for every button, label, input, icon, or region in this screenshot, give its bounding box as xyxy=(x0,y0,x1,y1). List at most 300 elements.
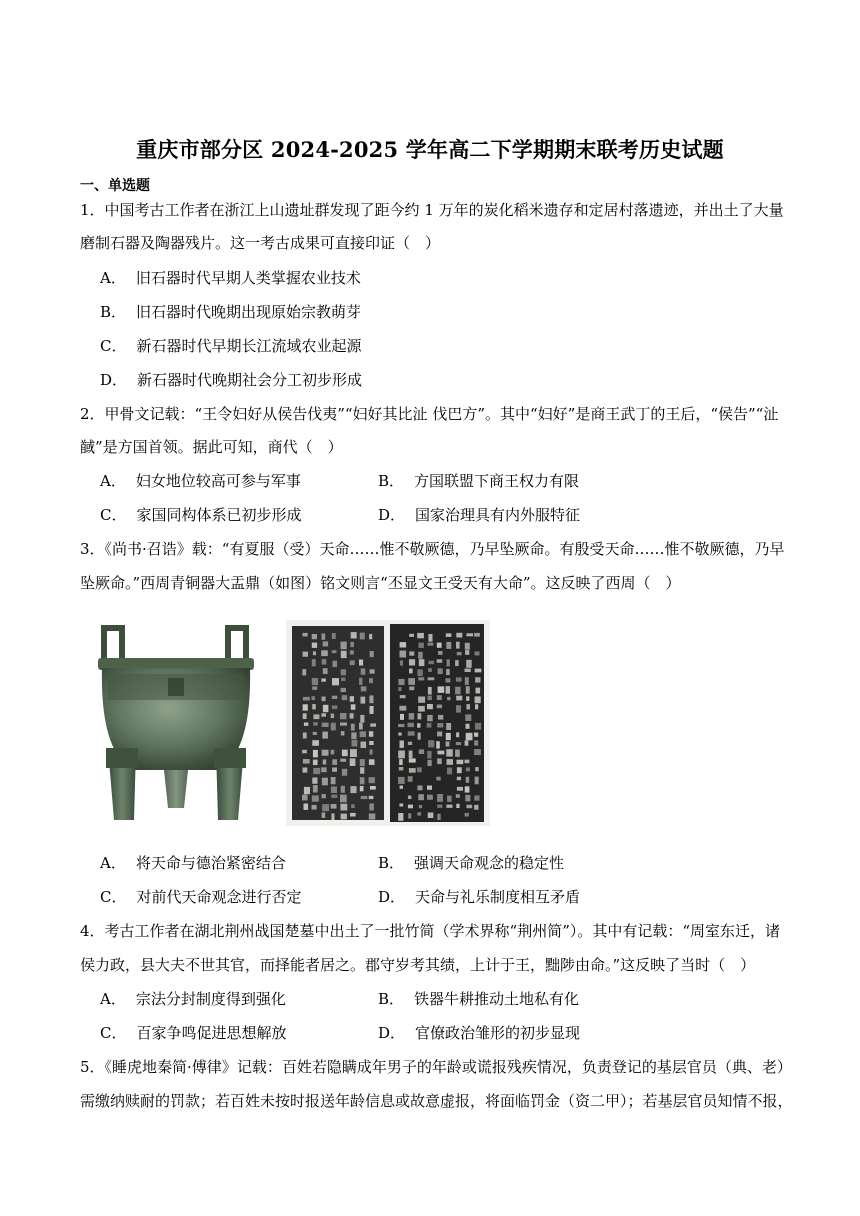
inscription-mark xyxy=(369,741,373,745)
inscription-mark xyxy=(455,687,461,695)
inscription-mark xyxy=(465,669,471,672)
inscription-mark xyxy=(351,804,355,808)
inscription-mark xyxy=(351,704,356,710)
inscription-mark xyxy=(475,777,479,785)
inscription-mark xyxy=(400,651,407,658)
inscription-mark xyxy=(332,696,338,699)
inscription-mark xyxy=(438,686,445,693)
inscription-mark xyxy=(370,750,373,755)
inscription-mark xyxy=(400,714,404,720)
inscription-mark xyxy=(418,706,425,712)
inscription-mark xyxy=(398,724,404,727)
inscription-mark xyxy=(399,767,404,770)
inscription-mark xyxy=(341,786,345,793)
q2-option-a[interactable] xyxy=(100,470,301,492)
inscription-mark xyxy=(369,759,375,765)
inscription-mark xyxy=(417,767,422,772)
inscription-mark xyxy=(369,731,373,737)
inscription-mark xyxy=(399,804,403,807)
inscription-mark xyxy=(474,633,480,637)
inscription-mark xyxy=(408,678,415,685)
inscription-mark xyxy=(466,686,470,694)
inscription-mark xyxy=(456,742,461,745)
inscription-mark xyxy=(447,768,452,775)
inscription-mark xyxy=(456,633,462,638)
inscription-mark xyxy=(466,660,472,668)
inscription-mark xyxy=(350,813,356,817)
inscription-mark xyxy=(408,723,414,727)
inscription-mark xyxy=(313,760,318,766)
inscription-mark xyxy=(428,687,432,695)
inscription-mark xyxy=(351,632,357,638)
option-text: 方国联盟下商王权力有限 xyxy=(414,472,580,490)
q1-option-d[interactable] xyxy=(100,369,362,391)
inscription-mark xyxy=(332,759,337,765)
inscription-mark xyxy=(304,787,310,794)
inscription-mark xyxy=(351,724,355,731)
inscription-mark xyxy=(409,713,414,720)
inscription-mark xyxy=(446,723,451,730)
inscription-mark xyxy=(408,805,413,809)
inscription-mark xyxy=(312,778,317,784)
q3-option-d[interactable] xyxy=(378,886,580,908)
inscription-mark xyxy=(438,668,443,674)
inscription-mark xyxy=(312,740,319,746)
q3-option-a[interactable] xyxy=(100,852,286,874)
inscription-mark xyxy=(427,786,432,790)
inscription-mark xyxy=(359,723,363,730)
inscription-mark xyxy=(466,724,470,729)
option-text: 家国同构体系已初步形成 xyxy=(136,506,302,524)
inscription-mark xyxy=(303,697,310,701)
inscription-mark xyxy=(465,760,470,764)
inscription-mark xyxy=(466,805,472,809)
inscription-mark xyxy=(332,768,337,772)
inscription-mark xyxy=(437,723,443,728)
inscription-mark xyxy=(322,732,328,739)
inscription-mark xyxy=(303,652,308,657)
inscription-mark xyxy=(369,695,373,703)
inscription-mark xyxy=(399,759,403,765)
inscription-mark xyxy=(456,794,460,798)
page-title: 重庆市部分区 2024-2025 学年高二下学期期末联考历史试题 xyxy=(136,137,724,162)
inscription-mark xyxy=(428,634,432,642)
inscription-mark xyxy=(418,652,423,659)
inscription-mark xyxy=(322,794,326,798)
inscription-mark xyxy=(417,633,424,638)
inscription-mark xyxy=(408,731,415,735)
inscription-mark xyxy=(342,750,348,757)
inscription-mark xyxy=(398,813,403,821)
inscription-mark xyxy=(428,813,434,819)
inscription-mark xyxy=(341,731,345,735)
inscription-mark xyxy=(456,732,459,737)
q3-option-b[interactable] xyxy=(378,852,564,874)
inscription-mark xyxy=(446,642,451,649)
inscription-mark xyxy=(427,795,433,800)
option-label: A． xyxy=(100,854,126,872)
option-text: 新石器时代早期长江流域农业起源 xyxy=(136,337,362,355)
option-label: D． xyxy=(378,1024,406,1042)
inscription-mark xyxy=(465,740,469,745)
inscription-mark xyxy=(359,678,362,685)
inscription-mark xyxy=(360,633,365,640)
inscription-mark xyxy=(446,805,452,808)
inscription-mark xyxy=(369,634,372,639)
inscription-mark xyxy=(302,795,308,801)
inscription-mark xyxy=(361,697,366,704)
option-text: 将天命与德治紧密结合 xyxy=(135,854,286,872)
inscription-mark xyxy=(350,650,354,654)
inscription-mark xyxy=(446,686,450,694)
inscription-mark xyxy=(303,733,307,739)
inscription-rubbing-image xyxy=(286,620,490,826)
inscription-mark xyxy=(321,767,326,772)
inscription-mark xyxy=(342,769,347,776)
option-label: A． xyxy=(100,269,126,287)
inscription-mark xyxy=(398,687,401,691)
inscription-mark xyxy=(456,804,459,808)
inscription-mark xyxy=(313,768,320,774)
inscription-mark xyxy=(417,786,422,791)
q4-option-a[interactable] xyxy=(100,988,286,1010)
option-text: 天命与礼乐制度相互矛盾 xyxy=(415,888,581,906)
inscription-mark xyxy=(313,651,316,655)
q4-option-d[interactable] xyxy=(378,1022,580,1044)
inscription-mark xyxy=(466,704,470,709)
inscription-mark xyxy=(475,704,478,709)
inscription-mark xyxy=(360,759,365,766)
option-text: 对前代天命观念进行否定 xyxy=(136,888,302,906)
inscription-mark xyxy=(303,768,308,773)
inscription-mark xyxy=(322,804,329,811)
q1-option-b[interactable] xyxy=(100,301,361,323)
inscription-mark xyxy=(331,795,337,798)
inscription-mark xyxy=(312,643,317,648)
inscription-mark xyxy=(312,805,317,810)
option-label: B． xyxy=(378,990,405,1008)
q2-option-b[interactable] xyxy=(378,470,579,492)
inscription-mark xyxy=(331,750,335,755)
inscription-mark xyxy=(398,777,405,784)
q1-option-a[interactable] xyxy=(100,267,361,289)
inscription-mark xyxy=(466,777,470,783)
inscription-mark xyxy=(399,706,406,711)
inscription-mark xyxy=(446,733,451,740)
option-label: C． xyxy=(100,337,127,355)
option-text: 旧石器时代晚期出现原始宗教萌芽 xyxy=(136,303,362,321)
inscription-mark xyxy=(447,659,450,666)
inscription-mark xyxy=(436,777,440,781)
inscription-mark xyxy=(398,751,405,759)
inscription-mark xyxy=(457,767,462,773)
inscription-mark xyxy=(418,677,424,680)
inscription-mark xyxy=(332,705,337,709)
inscription-mark xyxy=(400,660,403,665)
inscription-mark xyxy=(323,641,328,646)
option-label: A． xyxy=(100,990,126,1008)
option-label: B． xyxy=(378,472,405,490)
inscription-mark xyxy=(437,705,442,709)
inscription-mark xyxy=(369,796,374,799)
inscription-mark xyxy=(417,812,421,815)
inscription-mark xyxy=(398,733,401,736)
inscription-mark xyxy=(331,777,336,784)
inscription-mark xyxy=(370,651,374,657)
option-text: 强调天命观念的稳定性 xyxy=(414,854,565,872)
inscription-mark xyxy=(474,749,481,755)
q1-stem-line-2: 磨制石器及陶器残片。这一考古成果可直接印证（ ） xyxy=(80,234,441,252)
inscription-mark xyxy=(322,723,329,727)
inscription-mark xyxy=(351,732,356,739)
inscription-mark xyxy=(418,713,422,719)
inscription-mark xyxy=(456,677,462,681)
inscription-mark xyxy=(350,713,354,718)
q2-option-d[interactable] xyxy=(378,504,580,526)
option-text: 宗法分封制度得到强化 xyxy=(135,990,286,1008)
inscription-mark xyxy=(446,749,453,756)
inscription-mark xyxy=(341,688,347,692)
inscription-mark xyxy=(350,786,356,793)
inscription-mark xyxy=(457,652,462,655)
inscription-mark xyxy=(427,751,431,759)
inscription-mark xyxy=(340,713,347,719)
inscription-mark xyxy=(409,768,416,773)
inscription-mark xyxy=(465,795,470,802)
inscription-mark xyxy=(350,749,357,757)
q4-stem-line-2: 侯力政，县大夫不世其官，而择能者居之。郡守岁考其绩，上计于王，黜陟由命。”这反映了当时（ ） xyxy=(80,956,756,974)
inscription-mark xyxy=(361,668,366,674)
inscription-mark xyxy=(321,650,328,656)
q3-option-c[interactable] xyxy=(100,886,302,908)
inscription-mark xyxy=(331,714,335,719)
q2-stem-line-2: 馘”是方国首领。据此可知，商代（ ） xyxy=(80,438,343,456)
inscription-mark xyxy=(313,750,318,758)
inscription-mark xyxy=(437,794,443,802)
inscription-mark xyxy=(340,723,347,726)
inscription-mark xyxy=(437,814,441,820)
inscription-mark xyxy=(302,669,306,675)
inscription-mark xyxy=(456,642,460,649)
inscription-mark xyxy=(312,634,317,639)
inscription-mark xyxy=(466,633,473,636)
inscription-mark xyxy=(446,669,450,675)
inscription-mark xyxy=(304,723,308,726)
inscription-mark xyxy=(465,786,470,792)
inscription-mark xyxy=(400,741,404,748)
inscription-mark xyxy=(475,723,481,730)
inscription-mark xyxy=(370,706,374,714)
q1-option-c[interactable] xyxy=(100,335,362,357)
inscription-mark xyxy=(313,714,319,719)
inscription-mark xyxy=(342,695,348,700)
inscription-mark xyxy=(419,659,425,666)
inscription-mark xyxy=(465,813,469,817)
inscription-mark xyxy=(408,776,413,782)
inscription-mark xyxy=(303,633,308,637)
q4-option-b[interactable] xyxy=(378,988,579,1010)
inscription-mark xyxy=(361,796,368,799)
inscription-mark xyxy=(322,659,327,665)
inscription-mark xyxy=(332,633,336,639)
option-text: 妇女地位较高可参与军事 xyxy=(135,472,301,490)
inscription-mark xyxy=(447,759,454,765)
inscription-mark xyxy=(313,732,317,735)
inscription-mark xyxy=(369,678,373,683)
inscription-mark xyxy=(331,787,337,794)
inscription-mark xyxy=(312,696,316,700)
inscription-mark xyxy=(312,704,315,709)
inscription-mark xyxy=(475,669,482,673)
option-text: 官僚政治雏形的初步显现 xyxy=(415,1024,581,1042)
option-label: B． xyxy=(378,854,405,872)
inscription-mark xyxy=(465,643,470,650)
q1-stem-line-1: 1．中国考古工作者在浙江上山遗址群发现了距今约 1 万年的炭化稻米遗存和定居村落遗迹，并出土了大量 xyxy=(80,201,784,219)
inscription-mark xyxy=(409,669,413,674)
inscription-mark xyxy=(409,758,416,762)
inscription-mark xyxy=(409,659,415,665)
inscription-mark xyxy=(340,795,347,803)
inscription-mark xyxy=(312,795,319,801)
option-label: D． xyxy=(100,371,128,389)
inscription-mark xyxy=(437,695,442,700)
inscription-mark xyxy=(369,777,375,783)
inscription-mark xyxy=(437,659,443,662)
inscription-mark xyxy=(312,687,317,690)
inscription-mark xyxy=(312,659,316,666)
inscription-mark xyxy=(361,686,367,691)
q2-option-c[interactable] xyxy=(100,504,302,526)
inscription-mark xyxy=(417,669,423,676)
inscription-mark xyxy=(419,749,424,754)
inscription-mark xyxy=(322,634,326,640)
inscription-mark xyxy=(466,733,473,741)
inscription-mark xyxy=(427,704,433,709)
inscription-mark xyxy=(341,814,347,820)
inscription-mark xyxy=(341,642,347,650)
inscription-mark xyxy=(304,804,309,810)
inscription-mark xyxy=(370,723,376,726)
inscription-mark xyxy=(400,642,407,647)
inscription-mark xyxy=(323,760,327,765)
inscription-mark xyxy=(398,679,404,685)
inscription-mark xyxy=(456,696,462,701)
inscription-mark xyxy=(409,651,414,655)
inscription-mark xyxy=(303,704,308,710)
inscription-mark xyxy=(437,643,442,648)
q5-stem-line-1: 5．《睡虎地秦简·傅律》记载：百姓若隐瞒成年男子的年龄或谎报残疾情况，负责登记的基层官员（典、老） xyxy=(80,1058,792,1076)
inscription-mark xyxy=(427,715,433,721)
inscription-mark xyxy=(322,778,328,786)
q2-stem-line-1: 2．甲骨文记载：“王令妇好从侯告伐夷”“妇好其比沚 伐巴方”。其中“妇好”是商王武丁的王后，“侯告”“沚 xyxy=(80,405,779,423)
inscription-mark xyxy=(457,787,463,791)
inscription-mark xyxy=(321,713,326,716)
inscription-mark xyxy=(457,760,464,765)
inscription-mark xyxy=(350,642,354,647)
option-label: C． xyxy=(100,888,127,906)
inscription-mark xyxy=(409,634,414,637)
inscription-mark xyxy=(437,805,442,808)
inscription-mark xyxy=(322,750,329,756)
inscription-mark xyxy=(419,805,422,808)
inscription-mark xyxy=(438,715,443,720)
inscription-mark xyxy=(341,678,346,682)
inscription-mark xyxy=(446,678,451,682)
inscription-mark xyxy=(447,796,452,802)
option-text: 铁器牛耕推动土地私有化 xyxy=(414,990,580,1008)
inscription-mark xyxy=(418,733,421,740)
inscription-mark xyxy=(361,742,367,749)
inscription-mark xyxy=(322,813,326,818)
inscription-mark xyxy=(341,651,347,658)
inscription-mark xyxy=(331,804,337,809)
inscription-mark xyxy=(360,767,364,774)
inscription-mark xyxy=(408,796,412,800)
inscription-mark xyxy=(323,705,329,712)
inscription-mark xyxy=(418,697,425,703)
inscription-mark xyxy=(332,661,337,667)
inscription-mark xyxy=(321,679,326,682)
inscription-mark xyxy=(447,697,450,700)
inscription-mark xyxy=(408,742,412,745)
inscription-mark xyxy=(350,758,356,766)
inscription-mark xyxy=(409,751,413,759)
q5-stem-line-2: 需缴纳赎耐的罚款；若百姓未按时报送年龄信息或故意虚报，将面临罚金（资二甲）；若基层官员知情不报， xyxy=(80,1092,793,1110)
inscription-mark xyxy=(428,661,434,665)
option-label: A． xyxy=(100,472,126,490)
inscription-mark xyxy=(313,722,317,725)
inscription-mark xyxy=(466,696,469,701)
inscription-mark xyxy=(474,805,478,810)
inscription-mark xyxy=(455,660,459,666)
option-label: C． xyxy=(100,1024,127,1042)
inscription-mark xyxy=(465,677,469,685)
inscription-mark xyxy=(436,741,440,748)
inscription-mark xyxy=(437,758,442,764)
inscription-mark xyxy=(370,669,375,673)
inscription-mark xyxy=(360,715,364,723)
inscription-mark xyxy=(475,651,480,655)
inscription-mark xyxy=(360,731,366,737)
inscription-mark xyxy=(400,695,406,698)
q4-option-c[interactable] xyxy=(100,1022,287,1044)
inscription-mark xyxy=(428,760,432,766)
inscription-mark xyxy=(418,643,424,648)
inscription-mark xyxy=(475,767,479,771)
inscription-mark xyxy=(350,660,355,665)
inscription-mark xyxy=(303,759,310,764)
inscription-mark xyxy=(322,697,326,702)
inscription-mark xyxy=(428,643,434,646)
q3-stem-line-1: 3．《尚书·召诰》载：“有夏服（受）天命……惟不敬厥德，乃早坠厥命。有殷受天命……惟不敬厥德，乃早 xyxy=(80,540,785,558)
inscription-mark xyxy=(446,633,452,637)
option-label: B． xyxy=(100,303,127,321)
inscription-mark xyxy=(465,650,469,655)
inscription-mark xyxy=(408,813,411,818)
q4-stem-line-1: 4．考古工作者在湖北荆州战国楚墓中出土了一批竹简（学术界称“荆州简”）。其中有记载：“周室东迁，诸 xyxy=(80,922,781,940)
inscription-mark xyxy=(437,732,442,737)
inscription-mark xyxy=(331,723,336,731)
inscription-mark xyxy=(360,777,365,784)
option-text: 旧石器时代早期人类掌握农业技术 xyxy=(135,269,361,287)
option-label: D． xyxy=(378,506,406,524)
inscription-mark xyxy=(474,795,479,800)
inscription-mark xyxy=(340,759,346,762)
inscription-mark xyxy=(428,668,432,672)
q3-stem-line-2: 坠厥命。”西周青铜器大盂鼎（如图）铭文则言“丕显文王受天有大命”。这反映了西周（ ） xyxy=(80,574,681,592)
inscription-mark xyxy=(340,804,347,811)
option-text: 国家治理具有内外服特征 xyxy=(415,506,581,524)
